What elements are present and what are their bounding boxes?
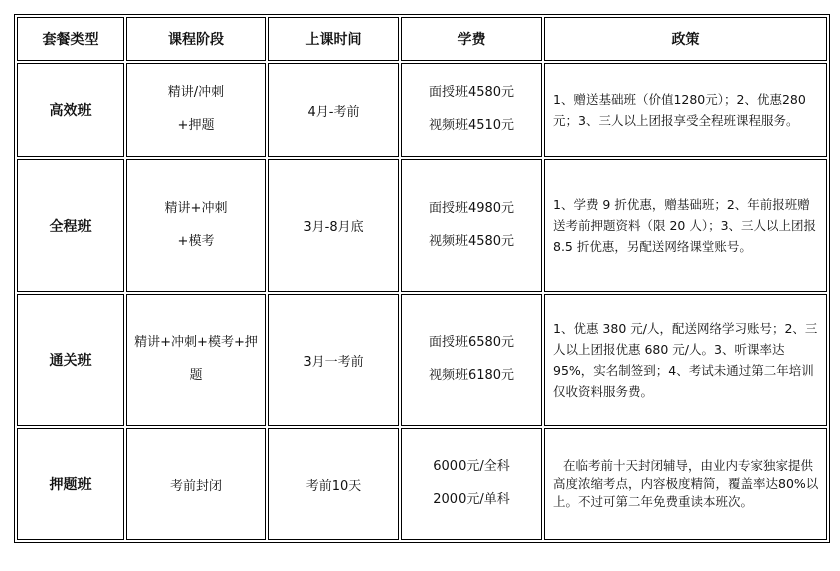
header-policy: 政策 (544, 17, 827, 61)
policy-cell: 1、赠送基础班（价值1280元）；2、优惠280元；3、三人以上团报享受全程班课程服务。 (544, 63, 827, 157)
policy-cell: 在临考前十天封闭辅导，由业内专家独家提供高度浓缩考点，内容极度精简，覆盖率达80%以上。不过可第二年免费重读本班次。 (544, 428, 827, 540)
course-stage-cell (126, 294, 266, 426)
tuition-line: 视频班4580元 (428, 233, 515, 249)
course-stage-line: 精讲+冲刺 (164, 200, 228, 216)
tuition-line: 视频班4510元 (428, 118, 515, 133)
course-stage-line: +押题 (177, 118, 215, 133)
table-row (17, 63, 827, 157)
course-stage-line: 题 (189, 368, 203, 383)
class-time-cell: 4月-考前 (268, 63, 399, 157)
tuition-cell (401, 428, 542, 540)
package-type-cell: 押题班 (17, 428, 124, 540)
tuition-cell (401, 63, 542, 157)
class-time-cell: 3月-8月底 (268, 159, 399, 292)
course-stage-cell (126, 428, 266, 540)
header-package-type: 套餐类型 (17, 17, 124, 61)
course-stage-line: 精讲+冲刺+模考+押 (134, 335, 258, 351)
course-stage-cell (126, 159, 266, 292)
class-time-cell: 考前10天 (268, 428, 399, 540)
tuition-line: 面授班6580元 (428, 335, 515, 351)
course-stage-cell (126, 63, 266, 157)
tuition-line: 面授班4980元 (428, 200, 515, 216)
table-row (17, 428, 827, 540)
package-type-cell: 通关班 (17, 294, 124, 426)
course-package-table (14, 14, 830, 543)
policy-cell: 1、优惠 380 元/人，配送网络学习账号；2、三人以上团报优惠 680 元/人。3、听课率达 95%，实名制签到；4、考试未通过第二年培训仅收资料服务费。 (544, 294, 827, 426)
package-type-cell: 全程班 (17, 159, 124, 292)
tuition-cell (401, 294, 542, 426)
header-course-stage: 课程阶段 (126, 17, 266, 61)
header-row (17, 17, 827, 61)
package-type-cell: 高效班 (17, 63, 124, 157)
tuition-line: 6000元/全科 (433, 459, 510, 475)
tuition-line: 2000元/单科 (433, 492, 510, 507)
course-stage-line: 考前封闭 (169, 478, 222, 494)
table-row (17, 159, 827, 292)
header-tuition: 学费 (401, 17, 542, 61)
tuition-line: 视频班6180元 (428, 368, 515, 383)
course-stage-line: 精讲/冲刺 (167, 85, 225, 101)
tuition-line: 面授班4580元 (428, 85, 515, 101)
table-row (17, 294, 827, 426)
tuition-cell (401, 159, 542, 292)
class-time-cell: 3月一考前 (268, 294, 399, 426)
policy-cell: 1、学费 9 折优惠，赠基础班；2、年前报班赠送考前押题资料（限 20 人）；3、三人以上团报 8.5 折优惠，另配送网络课堂账号。 (544, 159, 827, 292)
course-stage-line: +模考 (177, 233, 215, 249)
header-class-time: 上课时间 (268, 17, 399, 61)
